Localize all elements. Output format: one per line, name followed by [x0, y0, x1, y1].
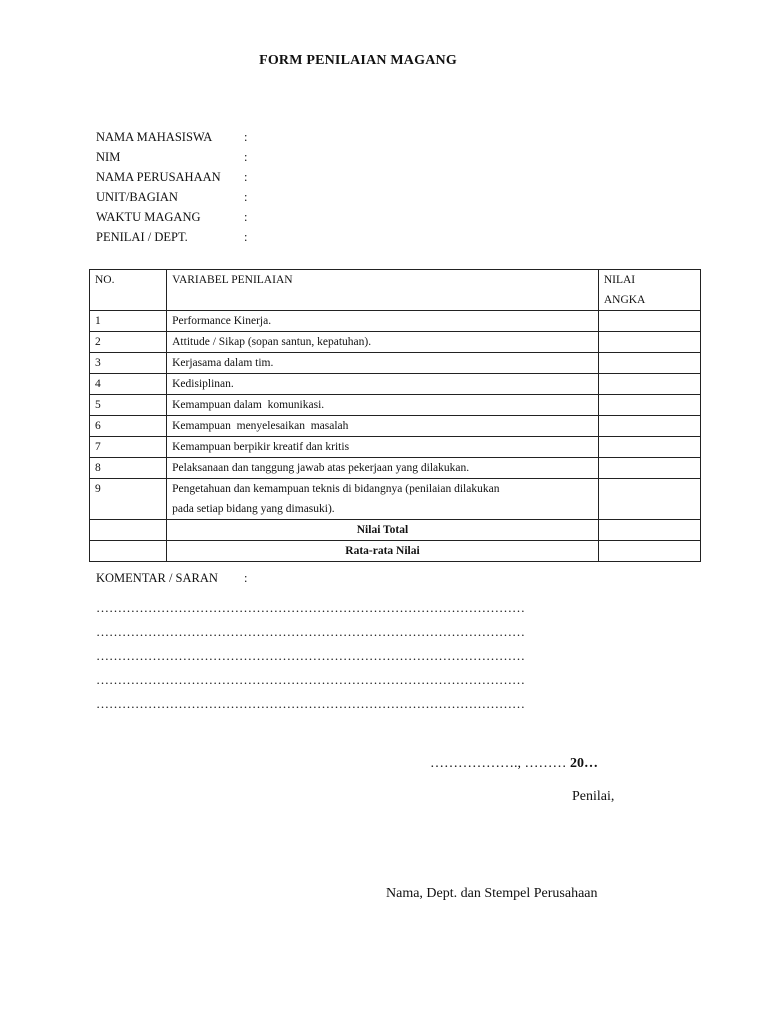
table-row	[90, 332, 701, 353]
total-row	[90, 520, 701, 541]
header-variable: VARIABEL PENILAIAN	[167, 270, 599, 311]
comment-line[interactable]: ………………………………………………………………………………………	[96, 696, 525, 711]
row-variable-line2: pada setiap bidang yang dimasuki).	[172, 503, 335, 515]
signature-year: 20…	[570, 756, 598, 771]
info-colon: :	[244, 170, 248, 184]
row-variable: Kemampuan menyelesaikan masalah	[167, 416, 599, 437]
row-no: 6	[90, 416, 167, 437]
table-row	[90, 458, 701, 479]
info-label: UNIT/BAGIAN	[96, 190, 178, 204]
row-no: 8	[90, 458, 167, 479]
row-variable: Kedisiplinan.	[167, 374, 599, 395]
info-label: NAMA MAHASISWA	[96, 130, 213, 144]
table-header-row	[90, 270, 701, 311]
info-colon: :	[244, 210, 248, 224]
info-label: NAMA PERUSAHAAN	[96, 170, 221, 184]
comment-line[interactable]: ………………………………………………………………………………………	[96, 624, 525, 639]
row-variable: Kemampuan dalam komunikasi.	[167, 395, 599, 416]
row-score-cell[interactable]	[598, 395, 700, 416]
row-variable: Kerjasama dalam tim.	[167, 353, 599, 374]
row-score-cell[interactable]	[598, 353, 700, 374]
info-label: PENILAI / DEPT.	[96, 230, 188, 244]
info-colon: :	[244, 230, 248, 244]
info-colon: :	[244, 150, 248, 164]
row-score-cell[interactable]	[598, 479, 700, 520]
table-row	[90, 374, 701, 395]
total-no-cell	[90, 520, 167, 541]
header-no: NO.	[90, 270, 167, 311]
row-variable-line1: Pengetahuan dan kemampuan teknis di bidangnya (penilaian dilakukan	[172, 483, 500, 495]
header-value-line1: NILAI	[603, 274, 636, 286]
row-variable: Performance Kinerja.	[167, 311, 599, 332]
header-value	[598, 270, 700, 311]
form-title: FORM PENILAIAN MAGANG	[259, 53, 457, 68]
comment-label: KOMENTAR / SARAN	[96, 571, 218, 585]
average-label: Rata-rata Nilai	[167, 541, 599, 562]
row-variable	[167, 479, 599, 520]
average-no-cell	[90, 541, 167, 562]
row-score-cell[interactable]	[598, 332, 700, 353]
header-value-line2: ANGKA	[603, 294, 646, 306]
signature-role: Penilai,	[572, 789, 615, 804]
signature-name-line: Nama, Dept. dan Stempel Perusahaan	[386, 886, 598, 901]
average-score-cell[interactable]	[598, 541, 700, 562]
row-score-cell[interactable]	[598, 374, 700, 395]
row-no: 5	[90, 395, 167, 416]
row-variable: Attitude / Sikap (sopan santun, kepatuhan).	[167, 332, 599, 353]
row-no: 7	[90, 437, 167, 458]
row-no: 1	[90, 311, 167, 332]
table-row	[90, 416, 701, 437]
signature-date	[430, 756, 598, 772]
comment-line[interactable]: ………………………………………………………………………………………	[96, 672, 525, 687]
total-label: Nilai Total	[167, 520, 599, 541]
row-score-cell[interactable]	[598, 437, 700, 458]
row-score-cell[interactable]	[598, 458, 700, 479]
info-colon: :	[244, 190, 248, 204]
row-variable: Pelaksanaan dan tanggung jawab atas pekerjaan yang dilakukan.	[167, 458, 599, 479]
table-row	[90, 395, 701, 416]
row-no: 9	[90, 479, 167, 520]
row-no: 4	[90, 374, 167, 395]
total-score-cell[interactable]	[598, 520, 700, 541]
average-row	[90, 541, 701, 562]
signature-place-date: ………………., ………	[430, 756, 570, 771]
comment-line[interactable]: ………………………………………………………………………………………	[96, 600, 525, 615]
table-row	[90, 353, 701, 374]
assessment-table	[89, 269, 701, 562]
comment-line[interactable]: ………………………………………………………………………………………	[96, 648, 525, 663]
row-score-cell[interactable]	[598, 311, 700, 332]
info-label: NIM	[96, 150, 121, 164]
table-row	[90, 479, 701, 520]
table-row	[90, 437, 701, 458]
comment-colon: :	[244, 571, 248, 585]
info-colon: :	[244, 130, 248, 144]
table-row	[90, 311, 701, 332]
row-no: 2	[90, 332, 167, 353]
row-variable: Kemampuan berpikir kreatif dan kritis	[167, 437, 599, 458]
row-no: 3	[90, 353, 167, 374]
row-score-cell[interactable]	[598, 416, 700, 437]
info-label: WAKTU MAGANG	[96, 210, 201, 224]
